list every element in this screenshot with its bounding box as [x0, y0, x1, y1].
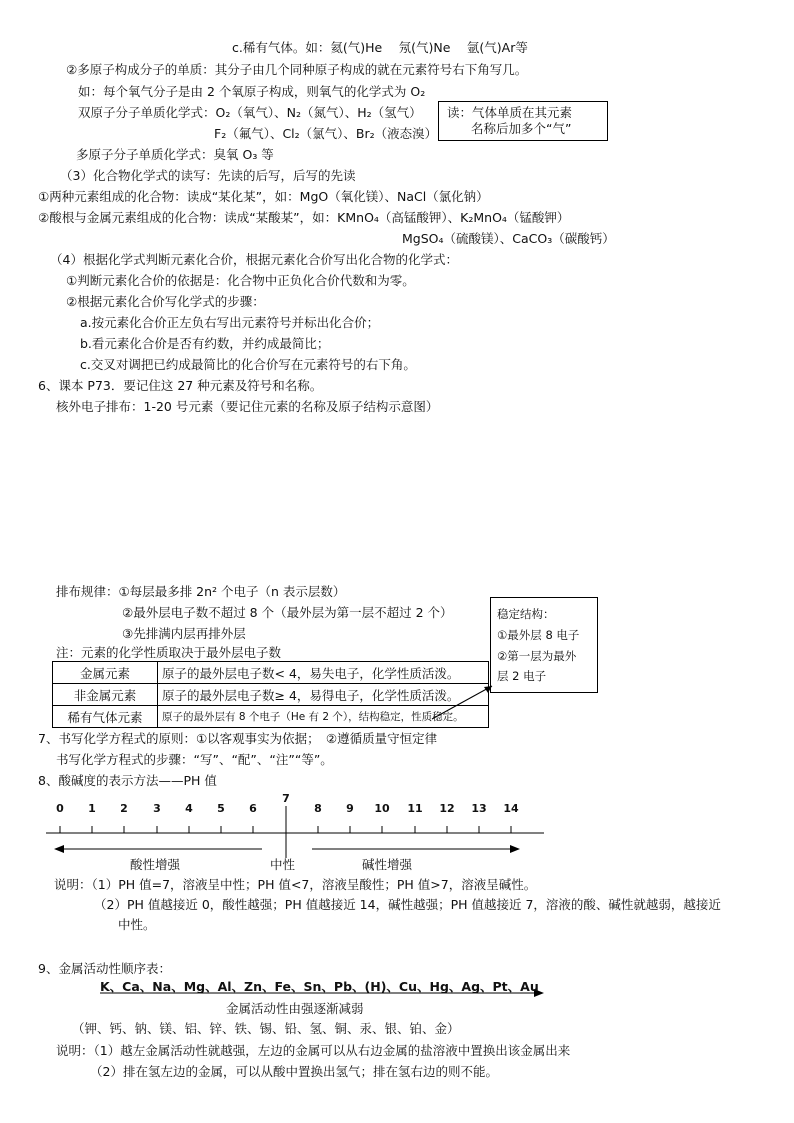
line-acid-radical-compounds: ②酸根与金属元素组成的化合物：读成“某酸某”，如：KMnO₄（高锰酸钾）、K₂MnO₄（锰酸钾） — [38, 210, 570, 225]
line-metal-names: （钾、钙、钠、镁、铝、锌、铁、锡、铅、氢、铜、汞、银、铂、金） — [72, 1021, 460, 1036]
line-metal-note-2: （2）排在氢左边的金属，可以从酸中置换出氢气；排在氢右边的则不能。 — [90, 1064, 498, 1079]
ph-tick-label: 2 — [120, 802, 128, 815]
base-arrowhead — [510, 845, 520, 853]
metal-activity-sequence: K、Ca、Na、Mg、Al、Zn、Fe、Sn、Pb、(H)、Cu、Hg、Ag、Pt、Au — [100, 979, 539, 994]
line-acid-radical-examples: MgSO₄（硫酸镁）、CaCO₃（碳酸钙） — [402, 231, 615, 246]
table-cell-desc: 原子的最外层有 8 个电子（He 有 2 个），结构稳定，性质稳定。 — [158, 706, 489, 728]
ph-tick-label: 8 — [314, 802, 322, 815]
ph-tick-label: 3 — [153, 802, 161, 815]
ph-tick-label: 14 — [503, 802, 519, 815]
line-rule-2: ②最外层电子数不超过 8 个（最外层为第一层不超过 2 个） — [122, 605, 453, 620]
line-step-c: c.交叉对调把已约成最简比的化合价写在元素符号的右下角。 — [80, 357, 416, 372]
stable-item-2: ②第一层为最外 — [497, 649, 577, 663]
line-note-chem-property: 注：元素的化学性质取决于最外层电子数 — [56, 645, 282, 660]
stable-item-1: ①最外层 8 电子 — [497, 628, 580, 642]
acid-arrowhead — [54, 845, 64, 853]
ph-tick-label: 10 — [374, 802, 390, 815]
table-cell-type: 金属元素 — [53, 662, 158, 684]
line-ph-note-2: （2）PH 值越接近 0，酸性越强；PH 值越接近 14，碱性越强；PH 值越接近 7，溶液的酸、碱性就越弱，越接近 — [94, 897, 721, 912]
ph-tick-label: 9 — [346, 802, 354, 815]
read-note-line2: 名称后加多个“气” — [471, 121, 572, 136]
line-metal-note-1: 说明：（1）越左金属活动性就越强，左边的金属可以从右边金属的盐溶液中置换出该金属出来 — [56, 1043, 571, 1058]
ph-tick-label: 11 — [407, 802, 423, 815]
stable-title: 稳定结构： — [497, 607, 555, 621]
ph-tick-label: 12 — [439, 802, 455, 815]
line-step-b: b.看元素化合价是否有约数，并约成最简比； — [80, 336, 330, 351]
line-valence-heading: （4）根据化学式判断元素化合价，根据元素化合价写出化合物的化学式： — [50, 252, 458, 267]
line-section-7: 7、书写化学方程式的原则：①以客观事实为依据； ②遵循质量守恒定律 — [38, 731, 438, 746]
line-rule-3: ③先排满内层再排外层 — [122, 626, 246, 641]
ph-tick-label: 5 — [217, 802, 225, 815]
line-valence-basis: ①判断元素化合价的依据是：化合物中正负化合价代数和为零。 — [66, 273, 415, 288]
line-step-a: a.按元素化合价正左负右写出元素符号并标出化合价； — [80, 315, 380, 330]
line-noble-gases: c.稀有气体。如：氦(气)He 氖(气)Ne 氩(气)Ar等 — [232, 40, 528, 55]
ph-tick-label: 4 — [185, 802, 193, 815]
line-diatomic-1: 双原子分子单质化学式：O₂（氧气）、N₂（氮气）、H₂（氢气） — [78, 105, 422, 120]
ph-neutral-label: 中性 — [270, 857, 296, 872]
ph-tick-label: 0 — [56, 802, 64, 815]
stable-item-3: 层 2 电子 — [497, 669, 547, 683]
line-section-9: 9、金属活动性顺序表： — [38, 961, 171, 976]
line-section-6: 6、课本 P73．要记住这 27 种元素及符号和名称。 — [38, 378, 323, 393]
table-cell-type: 非金属元素 — [53, 684, 158, 706]
ph-tick-label: 13 — [471, 802, 487, 815]
line-diatomic-2: F₂（氟气）、Cl₂（氯气）、Br₂（液态溴） — [214, 126, 438, 141]
ph-tick-label: 7 — [282, 792, 290, 805]
line-equation-steps: 书写化学方程式的步骤：“写”、“配”、“注”“等”。 — [56, 752, 333, 767]
table-cell-desc: 原子的最外层电子数< 4，易失电子，化学性质活泼。 — [158, 662, 489, 684]
table-cell-desc: 原子的最外层电子数≥ 4，易得电子，化学性质活泼。 — [158, 684, 489, 706]
ph-tick-label: 6 — [249, 802, 257, 815]
line-electron-config: 核外电子排布：1-20 号元素（要记住元素的名称及原子结构示意图） — [56, 399, 439, 414]
line-ph-note-2-cont: 中性。 — [118, 917, 156, 932]
line-rule-1: 排布规律：①每层最多排 2n² 个电子（n 表示层数） — [56, 584, 346, 599]
metal-trend-label: 金属活动性由强逐渐减弱 — [226, 1001, 364, 1016]
read-note-line1: 读：气体单质在其元素 — [447, 105, 573, 120]
line-ph-note-1: 说明：（1）PH 值=7，溶液呈中性；PH 值<7，溶液呈酸性；PH 值>7，溶液呈碱性。 — [54, 877, 537, 892]
ph-tick-label: 1 — [88, 802, 96, 815]
line-polyatomic-ozone: 多原子分子单质化学式：臭氧 O₃ 等 — [76, 147, 274, 162]
table-cell-type: 稀有气体元素 — [53, 706, 158, 728]
line-compound-read: （3）化合物化学式的读写：先读的后写，后写的先读 — [60, 168, 356, 183]
ph-acid-label: 酸性增强 — [130, 857, 181, 872]
line-valence-steps: ②根据元素化合价写化学式的步骤： — [66, 294, 265, 309]
line-oxygen-example: 如：每个氧气分子是由 2 个氧原子构成，则氧气的化学式为 O₂ — [78, 84, 426, 99]
line-section-8: 8、酸碱度的表示方法——PH 值 — [38, 773, 217, 788]
line-polyatomic-rule: ②多原子构成分子的单质：其分子由几个同种原子构成的就在元素符号右下角写几。 — [66, 62, 528, 77]
ph-base-label: 碱性增强 — [362, 857, 413, 872]
line-binary-compounds: ①两种元素组成的化合物：读成“某化某”，如：MgO（氧化镁）、NaCl（氯化钠） — [38, 189, 489, 204]
